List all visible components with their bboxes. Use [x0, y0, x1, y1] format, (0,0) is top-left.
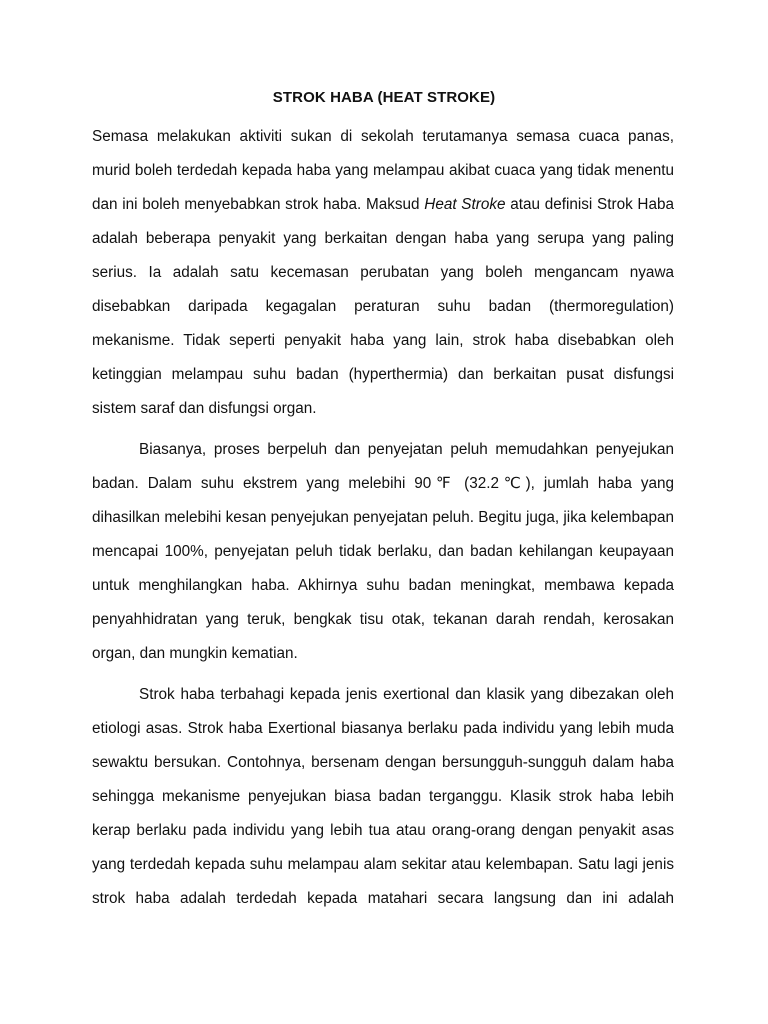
paragraph-1 — [92, 120, 674, 426]
document-title: STROK HABA (HEAT STROKE) — [272, 89, 496, 106]
paragraph-1-italic-term: Heat Stroke — [424, 196, 506, 213]
paragraph-2: Biasanya, proses berpeluh dan penyejatan peluh memudahkan penyejukan badan. Dalam suhu ekstrem yang melebihi 90℉ (32.2℃), jumlah haba yang dihasilkan melebihi kesan penyejukan penyejatan peluh. Begitu juga, jika kelembapan mencapai 100%, penyejatan peluh tidak berlaku, dan badan kehilangan keupayaan untuk menghilangkan haba. Akhirnya suhu badan meningkat, membawa kepada penyahhidratan yang teruk, bengkak tisu otak, tekanan darah rendah, kerosakan organ, dan mungkin kematian. — [92, 441, 674, 662]
paragraph-1-text-b: atau definisi Strok Haba adalah beberapa penyakit yang berkaitan dengan haba yang serupa yang paling serius. Ia adalah satu kecemasan perubatan yang boleh mengancam nyawa disebabkan daripada kegagalan peraturan suhu badan (thermoregulation) mekanisme. Tidak seperti penyakit haba yang lain, strok haba disebabkan oleh ketinggian melampau suhu badan (hyperthermia) dan berkaitan pusat disfungsi sistem saraf dan disfungsi organ. — [92, 196, 674, 417]
paragraph-1-text-a: Semasa melakukan aktiviti sukan di sekolah terutamanya semasa cuaca panas, murid boleh terdedah kepada haba yang melampau akibat cuaca yang tidak menentu dan ini boleh menyebabkan strok haba. Maksud — [92, 128, 674, 213]
document-body — [92, 120, 674, 916]
paragraph-3: Strok haba terbahagi kepada jenis exertional dan klasik yang dibezakan oleh etiologi asas. Strok haba Exertional biasanya berlaku pada individu yang lebih muda sewaktu bersukan. Contohnya, bersenam dengan bersungguh-sungguh dalam haba sehingga mekanisme penyejukan biasa badan terganggu. Klasik strok haba lebih kerap berlaku pada individu yang lebih tua atau orang-orang dengan penyakit asas yang terdedah kepada suhu melampau alam sekitar atau kelembapan. Satu lagi jenis strok haba adalah terdedah kepada matahari secara langsung dan ini adalah — [92, 686, 674, 907]
